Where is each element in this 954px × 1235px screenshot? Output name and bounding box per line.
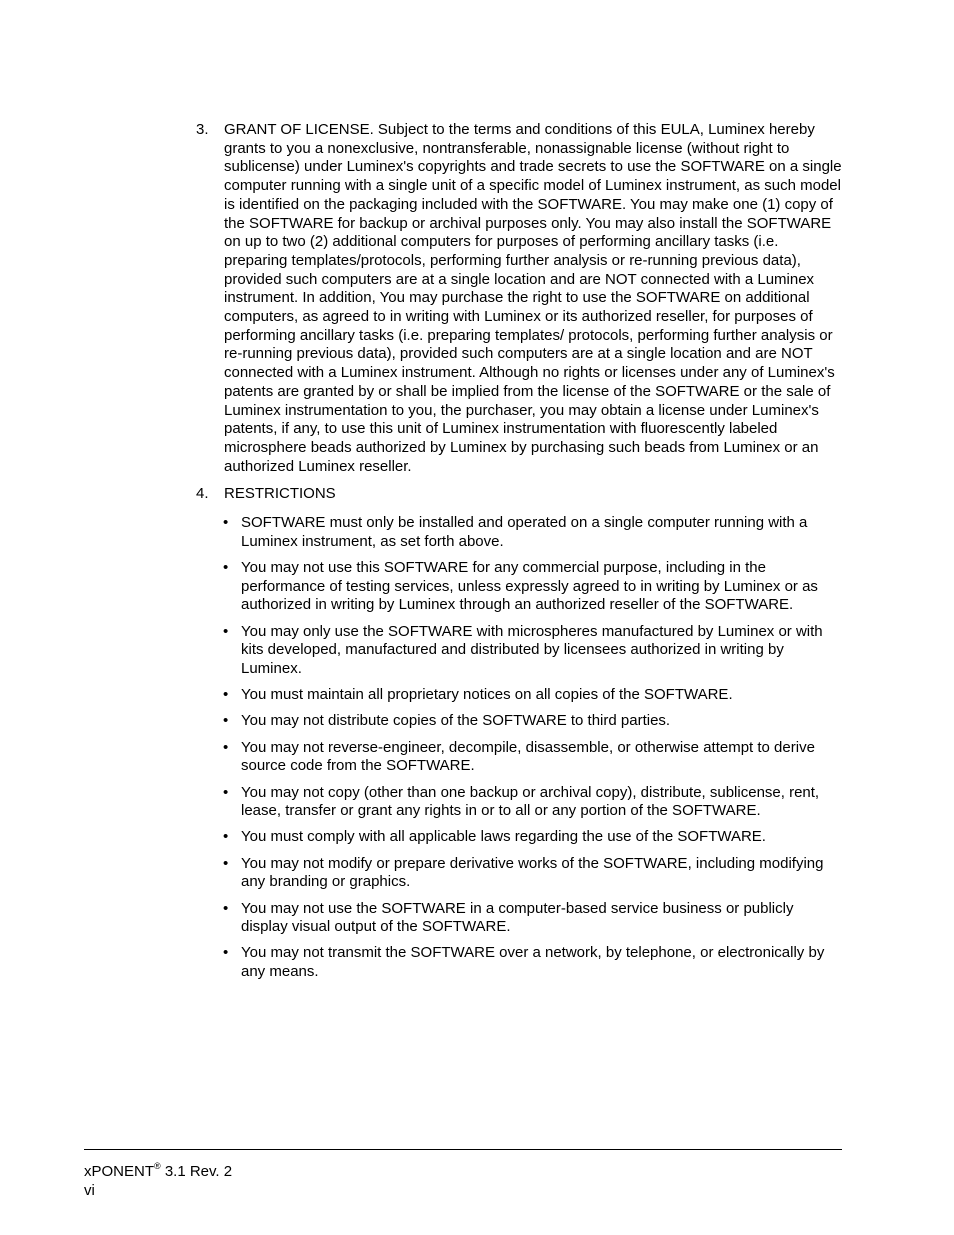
bullet-glyph: • [223,558,229,576]
restriction-text: You may not copy (other than one backup or archival copy), distribute, sublicense, rent, lease, transfer or grant any rights in or to all or any portion of the SOFTWARE. [241,783,820,820]
restrictions-list [196,514,844,982]
restriction-text: You may not reverse-engineer, decompile, disassemble, or otherwise attempt to derive source code from the SOFTWARE. [241,738,815,775]
section-title: RESTRICTIONS [224,485,336,503]
bullet-glyph: • [223,828,229,846]
footer-product-line [84,1163,232,1182]
restriction-text: You may not distribute copies of the SOFTWARE to third parties. [241,712,671,730]
restriction-text: You may only use the SOFTWARE with microspheres manufactured by Luminex or with kits developed, manufactured and distributed by licensees authorized in writing by Luminex. [241,622,823,677]
restriction-text: You may not use this SOFTWARE for any commercial purpose, including in the performance of testing services, unless expressly agreed to in writing by Luminex or as authorized in writing by Luminex through an authorized reseller of the SOFTWARE. [241,558,818,614]
footer-version: 3.1 Rev. 2 [160,1163,233,1180]
eula-content [196,121,844,989]
restriction-item [196,686,844,705]
section-number: 3. [196,121,209,138]
restriction-text: You may not modify or prepare derivative works of the SOFTWARE, including modifying any branding or graphics. [241,854,824,891]
restriction-item [196,900,844,937]
bullet-glyph: • [223,854,229,872]
restriction-item [196,784,844,821]
restriction-item [196,559,844,615]
footer-divider [84,1149,842,1150]
bullet-glyph: • [223,944,229,962]
bullet-glyph: • [223,783,229,801]
restriction-text: You may not transmit the SOFTWARE over a network, by telephone, or electronically by any means. [241,944,825,981]
restriction-item [196,712,844,731]
bullet-glyph: • [223,514,229,532]
restriction-text: You must maintain all proprietary notices on all copies of the SOFTWARE. [241,686,733,704]
bullet-glyph: • [223,686,229,704]
section-restrictions [196,485,844,504]
registered-mark: ® [154,1161,161,1171]
restriction-item [196,739,844,776]
bullet-glyph: • [223,738,229,756]
restriction-item [196,514,844,551]
bullet-glyph: • [223,712,229,730]
section-text: GRANT OF LICENSE. Subject to the terms and conditions of this EULA, Luminex hereby grants to you a nonexclusive, nontransferable, nonassignable license (without right to sublicense) under Luminex's copyrights and trade secrets to use the SOFTWARE on a single computer running with a single unit of a specific model of Luminex instrument, as such model is identified on the packaging included with the SOFTWARE. You may make one (1) copy of the SOFTWARE for backup or archival purposes only. You may also install the SOFTWARE on up to two (2) additional computers for purposes of performing ancillary tasks (i.e. preparing templates/protocols, performing further analysis or re-running previous data), provided such computers are at a single location and are NOT connected with a Luminex instrument. In addition, You may purchase the right to use the SOFTWARE on additional computers, as agreed to in writing with Luminex or its authorized reseller, for purposes of performing ancillary tasks (i.e. preparing templates/ protocols, performing further analysis or re-running previous data), provided such computers are at a single location and are NOT connected with a Luminex instrument. Although no rights or licenses under any of Luminex's patents are granted by or shall be implied from the license of the SOFTWARE or the sale of Luminex instrumentation to you, the purchaser, you may obtain a license under Luminex's patents, if any, to use this unit of Luminex instrumentation with fluorescently labeled microsphere beads authorized by Luminex by purchasing such beads from Luminex or an authorized Luminex reseller. [224,121,842,475]
section-grant-of-license [196,121,844,476]
restriction-text: You may not use the SOFTWARE in a computer-based service business or publicly display visual output of the SOFTWARE. [241,899,794,936]
section-number: 4. [196,485,209,503]
restriction-text: SOFTWARE must only be installed and operated on a single computer running with a Luminex instrument, as set forth above. [241,514,808,550]
restriction-text: You must comply with all applicable laws regarding the use of the SOFTWARE. [241,828,766,846]
restriction-item [196,944,844,981]
page-footer [84,1163,232,1200]
bullet-glyph: • [223,622,229,640]
restriction-item [196,623,844,679]
restriction-item [196,828,844,847]
footer-product: xPONENT [84,1163,155,1180]
bullet-glyph: • [223,899,229,917]
page-number: vi [84,1181,95,1199]
restriction-item [196,855,844,892]
